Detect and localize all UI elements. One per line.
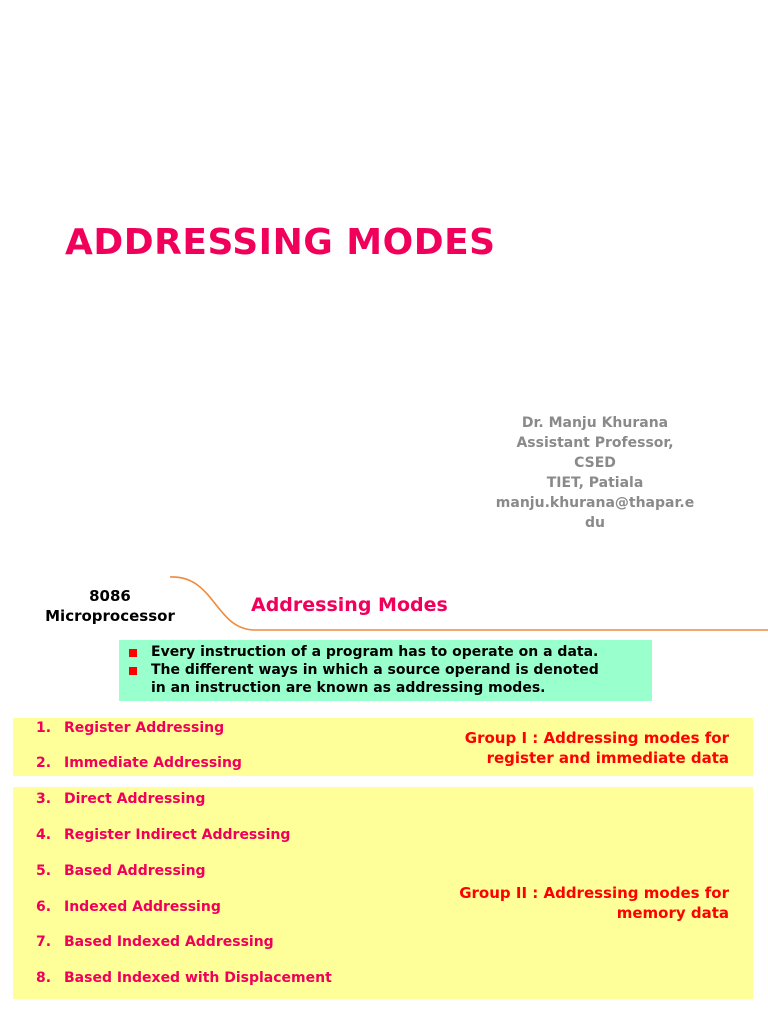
intro-bullet-2 — [151, 661, 651, 697]
mode-number: 2. — [36, 755, 52, 771]
mode-item — [36, 755, 242, 771]
author-email-line2: du — [585, 515, 605, 531]
group1-label-line2: register and immediate data — [486, 749, 729, 767]
author-institute: TIET, Patiala — [546, 475, 644, 491]
author-position: Assistant Professor, — [516, 435, 674, 451]
mode-item — [36, 827, 290, 843]
mode-label: Based Indexed Addressing — [64, 934, 274, 950]
bullet-square-icon — [129, 649, 137, 657]
intro-box — [119, 640, 652, 701]
content-slide-title: Addressing Modes — [251, 594, 448, 616]
mode-label: Based Addressing — [64, 863, 206, 879]
author-department: CSED — [574, 455, 616, 471]
mode-label: Direct Addressing — [64, 791, 206, 807]
group2-label — [459, 883, 729, 923]
mode-item — [36, 720, 224, 736]
intro-bullet-2-line1: The different ways in which a source operand is denoted — [151, 662, 599, 678]
mode-label: Register Indirect Addressing — [64, 827, 291, 843]
group2-box — [13, 787, 753, 999]
mode-item — [36, 970, 332, 986]
course-label-line1: 8086 — [89, 587, 131, 605]
group1-label — [465, 728, 729, 768]
intro-bullet-1-text: Every instruction of a program has to operate on a data. — [151, 644, 599, 660]
group2-label-line1: Group II : Addressing modes for — [459, 884, 729, 902]
mode-item — [36, 899, 221, 915]
mode-item — [36, 934, 274, 950]
mode-label: Register Addressing — [64, 720, 225, 736]
author-name: Dr. Manju Khurana — [521, 415, 669, 431]
author-email-line1: manju.khurana@thapar.e — [495, 495, 695, 511]
group1-box — [13, 718, 753, 776]
mode-number: 7. — [36, 934, 52, 950]
bullet-square-icon — [129, 667, 137, 675]
mode-item — [36, 863, 206, 879]
intro-bullet-1 — [151, 643, 651, 661]
mode-label: Based Indexed with Displacement — [64, 970, 332, 986]
mode-number: 3. — [36, 791, 52, 807]
mode-number: 5. — [36, 863, 52, 879]
group2-label-line2: memory data — [616, 904, 729, 922]
course-label-line2: Microprocessor — [45, 607, 175, 625]
mode-number: 8. — [36, 970, 52, 986]
mode-number: 1. — [36, 720, 52, 736]
mode-label: Indexed Addressing — [64, 899, 221, 915]
mode-number: 4. — [36, 827, 52, 843]
slide-title: ADDRESSING MODES — [65, 222, 496, 263]
mode-number: 6. — [36, 899, 52, 915]
group1-label-line1: Group I : Addressing modes for — [464, 729, 729, 747]
author-block — [480, 413, 710, 533]
mode-item — [36, 791, 205, 807]
intro-bullet-2-line2: in an instruction are known as addressing modes. — [151, 680, 546, 696]
mode-label: Immediate Addressing — [64, 755, 242, 771]
